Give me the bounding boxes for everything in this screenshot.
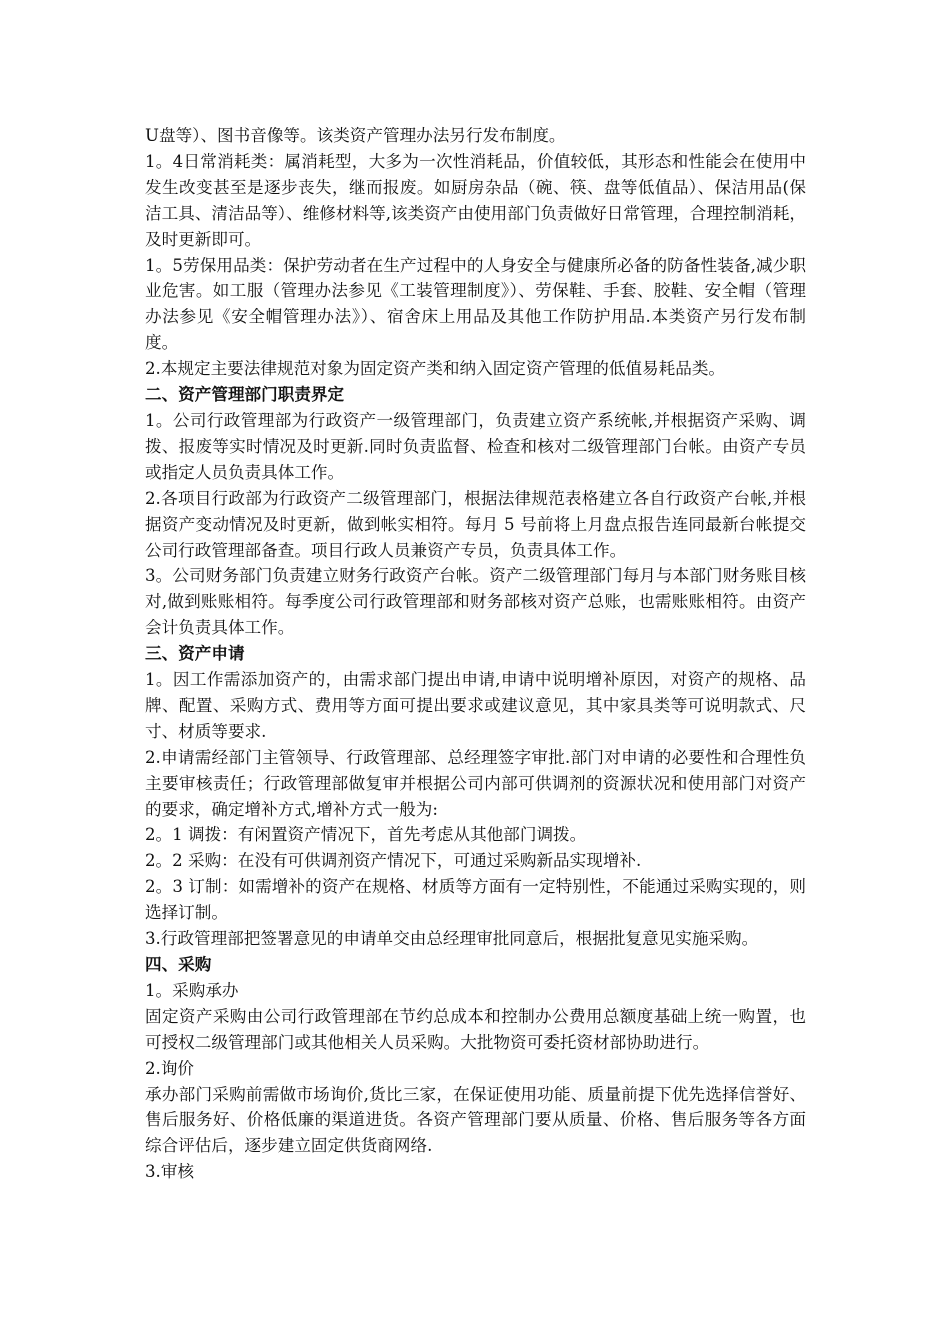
para-apply-2-1: 2。1 调拨：有闲置资产情况下，首先考虑从其他部门调拨。 <box>145 825 587 845</box>
para-apply-2-3: 2。3 订制：如需增补的资产在规格、材质等方面有一定特别性，不能通过采购实现的，则选择订制。 <box>145 877 806 923</box>
para-purchase-1-title: 1。采购承办 <box>145 980 239 1000</box>
para-dept-1: 1。公司行政管理部为行政资产一级管理部门，负责建立资产系统帐,并根据资产采购、调拨、报废等实时情况及时更新.同时负责监督、检查和核对二级管理部门台帐。由资产专员或指定人员负责具体工作。 <box>145 410 806 482</box>
para-apply-2: 2.申请需经部门主管领导、行政管理部、总经理签字审批.部门对申请的必要性和合理性负主要审核责任；行政管理部做复审并根据公司内部可供调剂的资源状况和使用部门对资产的要求，确定增补方式,增补方式一般为: <box>145 747 806 819</box>
para-purchase-2-title: 2.询价 <box>145 1058 195 1078</box>
para-purchase-1-body: 固定资产采购由公司行政管理部在节约总成本和控制办公费用总额度基础上统一购置，也可授权二级管理部门或其他相关人员采购。大批物资可委托资材部协助进行。 <box>145 1006 806 1052</box>
para-office-supplies-tail: U盘等）、图书音像等。该类资产管理办法另行发布制度。 <box>145 126 566 145</box>
para-1-4-daily-consumables: 1。4日常消耗类：属消耗型，大多为一次性消耗品，价值较低，其形态和性能会在使用中发生改变甚至是逐步丧失，继而报废。如厨房杂品（碗、筷、盘等低值品）、保洁用品(保洁工具、清洁品等）、维修材料等,该类资产由使用部门负责做好日常管理，合理控制消耗，及时更新即可。 <box>145 151 806 249</box>
para-1-5-labor-protection: 1。5劳保用品类：保护劳动者在生产过程中的人身安全与健康所必备的防备性装备,减少职业危害。如工服（管理办法参见《工装管理制度》）、劳保鞋、手套、胶鞋、安全帽（管理办法参见《安全帽管理办法》）、宿舍床上用品及其他工作防护用品.本类资产另行发布制度。 <box>145 255 806 353</box>
document-body <box>145 123 806 1185</box>
para-dept-2: 2.各项目行政部为行政资产二级管理部门，根据法律规范表格建立各自行政资产台帐,并根据资产变动情况及时更新，做到帐实相符。每月 5 号前将上月盘点报告连同最新台帐提交公司行政管理部备查。项目行政人员兼资产专员，负责具体工作。 <box>145 488 806 560</box>
para-purchase-2-body: 承办部门采购前需做市场询价,货比三家，在保证使用功能、质量前提下优先选择信誉好、售后服务好、价格低廉的渠道进货。各资产管理部门要从质量、价格、售后服务等各方面综合评估后，逐步建立固定供货商网络. <box>145 1084 806 1156</box>
para-purchase-3-title: 3.审核 <box>145 1162 195 1182</box>
para-apply-3: 3.行政管理部把签署意见的申请单交由总经理审批同意后，根据批复意见实施采购。 <box>145 929 759 949</box>
para-2-scope: 2.本规定主要法律规范对象为固定资产类和纳入固定资产管理的低值易耗品类。 <box>145 359 726 379</box>
para-dept-3: 3。公司财务部门负责建立财务行政资产台帐。资产二级管理部门每月与本部门财务账目核对,做到账账相符。每季度公司行政管理部和财务部核对资产总账，也需账账相符。由资产会计负责具体工作。 <box>145 566 806 638</box>
heading-section-2: 二、资产管理部门职责界定 <box>145 384 345 405</box>
para-apply-1: 1。因工作需添加资产的，由需求部门提出申请,申请中说明增补原因，对资产的规格、品牌、配置、采购方式、费用等方面可提出要求或建议意见，其中家具类等可说明款式、尺寸、材质等要求. <box>145 670 806 741</box>
heading-section-4: 四、采购 <box>145 954 212 974</box>
heading-section-3: 三、资产申请 <box>145 643 245 664</box>
para-apply-2-2: 2。2 采购：在没有可供调剂资产情况下，可通过采购新品实现增补. <box>145 851 642 871</box>
